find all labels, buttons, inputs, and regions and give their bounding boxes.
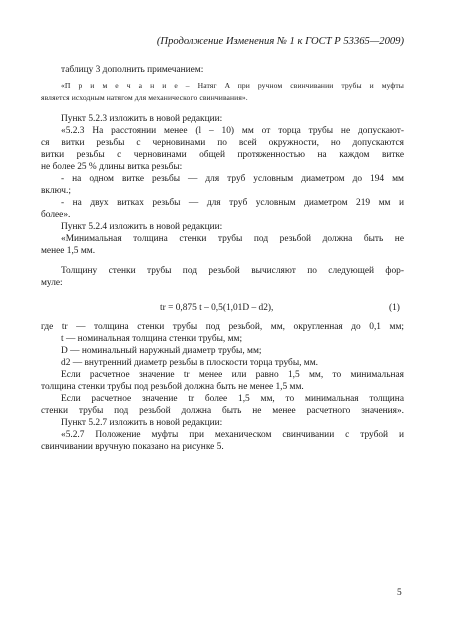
text-line: - на двух витках резьбы — для труб условным диаметром 219 мм и: [61, 198, 404, 208]
text-line: d2 — внутренний диаметр резьбы в плоскости торца трубы, мм.: [61, 358, 319, 368]
text-line: Толщину стенки трубы под резьбой вычисляют по следующей фор-: [61, 266, 404, 276]
text-line: муле:: [41, 278, 63, 288]
text-line: «5.2.3 На расстоянии менее (l – 10) мм от торца трубы не допускают-: [61, 126, 404, 136]
text-line: «Минимальная толщина стенки трубы под резьбой должна быть не: [61, 234, 404, 244]
text-line: «5.2.7 Положение муфты при механическом свинчивании с трубой и: [61, 430, 404, 440]
text-line: более».: [41, 210, 71, 220]
text-line: t — номинальная толщина стенки трубы, мм;: [61, 334, 243, 344]
page-number: 5: [397, 588, 402, 598]
text-line: включ.;: [41, 186, 71, 196]
text-line: витки резьбы с черновинами общей протяженностью на каждом витке: [41, 150, 404, 160]
text-line: - на одном витке резьбы — для труб условным диаметром до 194 мм: [61, 174, 404, 184]
note-line: «П р и м е ч а н и е – Натяг A при ручном свинчивании трубы и муфты: [61, 81, 404, 90]
text-line: Пункт 5.2.4 изложить в новой редакции:: [61, 222, 223, 232]
text-line: D — номинальный наружный диаметр трубы, мм;: [61, 346, 262, 356]
text-line: толщина стенки трубы под резьбой должна быть не менее 1,5 мм.: [41, 382, 304, 392]
text-line: ся витки резьбы с черновинами по всей окружности, но допускаются: [41, 138, 404, 148]
text-line: Если расчетное значение tr менее или равно 1,5 мм, то минимальная: [61, 370, 404, 380]
text-line: Если расчетное значение tr более 1,5 мм, то минимальная толщина: [61, 394, 404, 404]
note-line: является исходным натягом для механического свинчивания».: [41, 93, 248, 102]
text-line: свинчивании вручную показано на рисунке 5.: [41, 442, 224, 452]
text-line: менее 1,5 мм.: [41, 246, 96, 256]
formula: tr = 0,875 t – 0,5(1,01D – d2),: [160, 303, 274, 313]
text-line: Пункт 5.2.3 изложить в новой редакции:: [61, 114, 223, 124]
text-line: не более 25 % длины витка резьбы:: [41, 162, 183, 172]
running-header: (Продолжение Изменения № 1 к ГОСТ Р 53365—2009): [156, 36, 404, 47]
text-line: таблицу 3 дополнить примечанием:: [61, 65, 204, 75]
text-line: где tr — толщина стенки трубы под резьбой, мм, округленная до 0,1 мм;: [41, 322, 404, 332]
text-line: стенки трубы под резьбой должна быть не менее расчетного значения».: [41, 406, 404, 416]
formula-number: (1): [389, 303, 400, 313]
text-line: Пункт 5.2.7 изложить в новой редакции:: [61, 418, 223, 428]
